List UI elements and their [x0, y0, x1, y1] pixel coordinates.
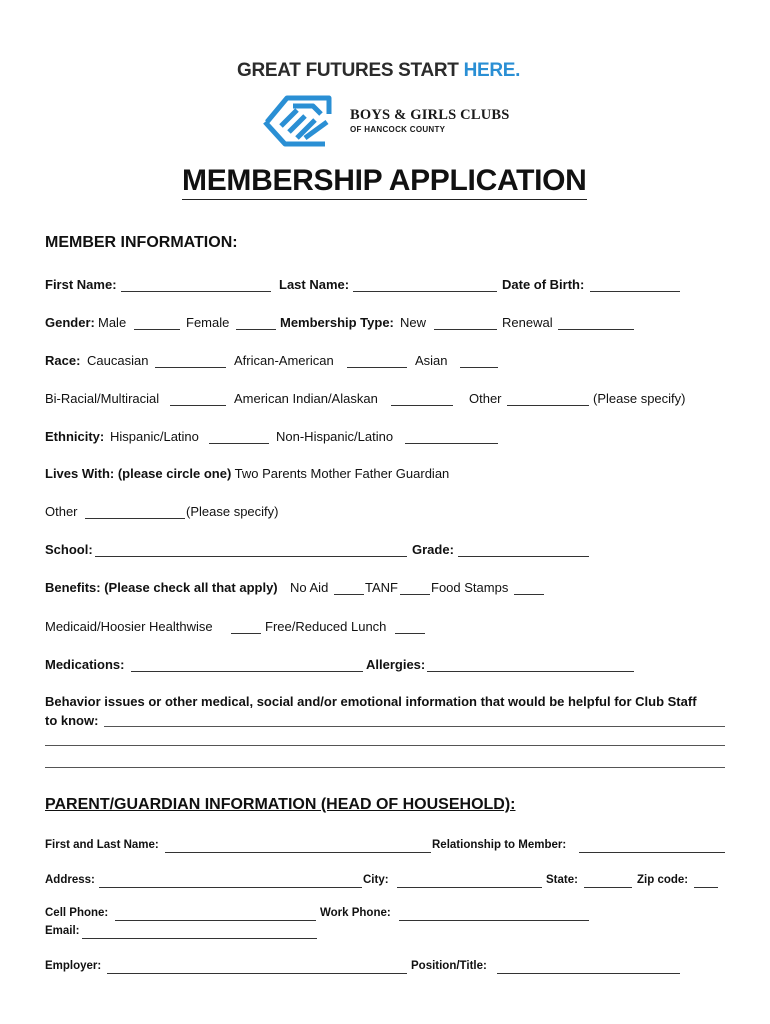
no-aid-field[interactable] [334, 582, 364, 595]
medicaid-field[interactable] [231, 621, 261, 634]
relationship-field[interactable] [579, 840, 725, 853]
tanf-field[interactable] [400, 582, 430, 595]
medicaid-label: Medicaid/Hoosier Healthwise [45, 619, 213, 634]
behavior-label-line2: to know: [45, 713, 99, 728]
last-name-field[interactable] [353, 279, 497, 292]
asian-field[interactable] [460, 355, 498, 368]
dob-field[interactable] [590, 279, 680, 292]
member-info-heading: MEMBER INFORMATION: [45, 234, 238, 251]
new-field[interactable] [434, 317, 497, 330]
email-label: Email: [45, 925, 80, 937]
tanf-label: TANF [365, 580, 398, 595]
lives-with-row [45, 466, 449, 481]
parent-info-heading: PARENT/GUARDIAN INFORMATION (HEAD OF HOUSEHOLD): [45, 796, 516, 813]
lives-other-label: Other [45, 504, 78, 519]
ethnicity-label: Ethnicity: [45, 429, 105, 444]
allergies-field[interactable] [427, 659, 634, 672]
first-name-field[interactable] [121, 279, 271, 292]
renewal-label: Renewal [502, 315, 553, 330]
school-label: School: [45, 542, 93, 557]
tagline [237, 60, 520, 82]
relationship-label: Relationship to Member: [432, 839, 567, 851]
lives-with-label: Lives With: (please circle one) [45, 466, 232, 481]
address-label: Address: [45, 874, 95, 886]
caucasian-field[interactable] [155, 355, 226, 368]
medications-label: Medications: [45, 657, 125, 672]
state-field[interactable] [584, 875, 632, 888]
behavior-field-2[interactable] [45, 745, 725, 746]
female-field[interactable] [236, 317, 276, 330]
race-specify-label: (Please specify) [593, 391, 686, 406]
membership-type-label: Membership Type: [280, 315, 394, 330]
state-label: State: [546, 874, 578, 886]
caucasian-label: Caucasian [87, 353, 149, 368]
behavior-field-1[interactable] [104, 726, 725, 727]
employer-label: Employer: [45, 960, 102, 972]
food-stamps-label: Food Stamps [431, 580, 509, 595]
food-stamps-field[interactable] [514, 582, 544, 595]
new-label: New [400, 315, 427, 330]
org-name: BOYS & GIRLS CLUBS [350, 107, 510, 123]
zip-field[interactable] [694, 875, 718, 888]
work-phone-field[interactable] [399, 908, 589, 921]
african-american-label: African-American [234, 353, 334, 368]
biracial-label: Bi-Racial/Multiracial [45, 391, 160, 406]
race-other-label: Other [469, 391, 502, 406]
allergies-label: Allergies: [366, 657, 426, 672]
free-lunch-field[interactable] [395, 621, 425, 634]
grade-label: Grade: [412, 542, 454, 557]
parent-name-label: First and Last Name: [45, 839, 159, 851]
non-hispanic-label: Non-Hispanic/Latino [276, 429, 394, 444]
behavior-label-line1: Behavior issues or other medical, social and/or emotional information that would be helpful for Club Staff [45, 694, 697, 709]
american-indian-field[interactable] [391, 393, 453, 406]
parent-name-field[interactable] [165, 840, 431, 853]
non-hispanic-field[interactable] [405, 431, 498, 444]
male-label: Male [98, 315, 127, 330]
lives-specify-label: (Please specify) [186, 504, 279, 519]
city-field[interactable] [397, 875, 542, 888]
behavior-field-3[interactable] [45, 767, 725, 768]
email-field[interactable] [82, 926, 317, 939]
lives-with-options[interactable]: Two Parents Mother Father Guardian [234, 466, 450, 481]
cell-phone-field[interactable] [115, 908, 316, 921]
work-phone-label: Work Phone: [320, 907, 391, 919]
hispanic-field[interactable] [209, 431, 269, 444]
gender-label: Gender: [45, 315, 95, 330]
free-lunch-label: Free/Reduced Lunch [265, 619, 387, 634]
female-label: Female [186, 315, 230, 330]
renewal-field[interactable] [558, 317, 634, 330]
employer-field[interactable] [107, 961, 407, 974]
first-name-label: First Name: [45, 277, 117, 292]
last-name-label: Last Name: [279, 277, 350, 292]
org-subtitle: OF HANCOCK COUNTY [350, 125, 446, 134]
grade-field[interactable] [458, 544, 589, 557]
clasped-hands-icon [255, 92, 339, 150]
title-underline [182, 199, 587, 200]
cell-phone-label: Cell Phone: [45, 907, 109, 919]
tagline-highlight: HERE. [463, 60, 521, 81]
school-field[interactable] [95, 544, 407, 557]
address-field[interactable] [99, 875, 362, 888]
no-aid-label: No Aid [290, 580, 329, 595]
zip-label: Zip code: [637, 874, 689, 886]
position-field[interactable] [497, 961, 680, 974]
page-title: MEMBERSHIP APPLICATION [182, 164, 587, 197]
lives-other-field[interactable] [85, 506, 185, 519]
tagline-main: GREAT FUTURES START [237, 60, 464, 81]
asian-label: Asian [415, 353, 448, 368]
african-american-field[interactable] [347, 355, 407, 368]
hispanic-label: Hispanic/Latino [110, 429, 199, 444]
race-other-field[interactable] [507, 393, 589, 406]
benefits-label: Benefits: (Please check all that apply) [45, 580, 278, 595]
race-label: Race: [45, 353, 81, 368]
male-field[interactable] [134, 317, 180, 330]
medications-field[interactable] [131, 659, 363, 672]
american-indian-label: American Indian/Alaskan [234, 391, 378, 406]
position-label: Position/Title: [411, 960, 487, 972]
biracial-field[interactable] [170, 393, 226, 406]
dob-label: Date of Birth: [502, 277, 585, 292]
city-label: City: [363, 874, 389, 886]
